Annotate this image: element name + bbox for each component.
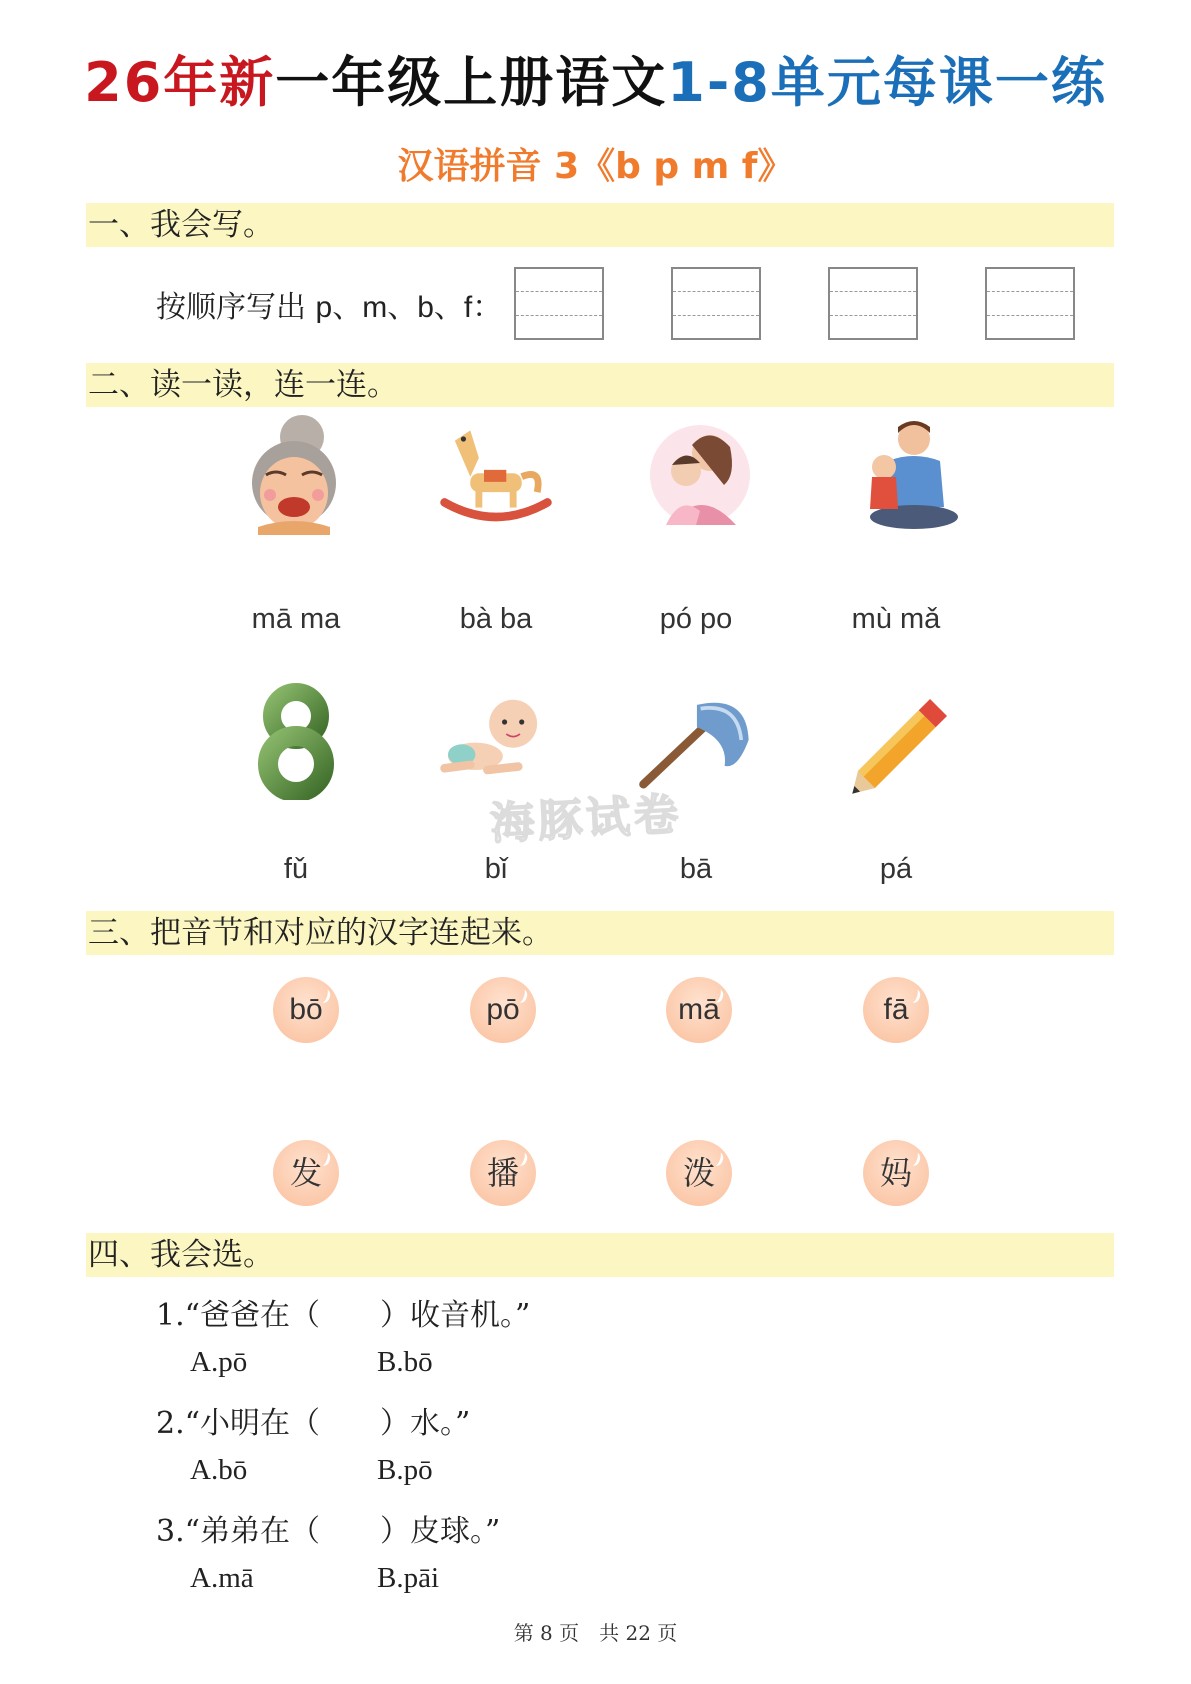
character-ma[interactable]: 妈 <box>863 1140 929 1206</box>
instruction-letters: p、m、b、f <box>315 291 473 324</box>
writing-box-1[interactable] <box>514 267 604 340</box>
character-po[interactable]: 泼 <box>666 1140 732 1206</box>
section-4-heading: 四、我会选。 <box>86 1233 1114 1277</box>
pinyin-mama: mā ma <box>251 603 341 635</box>
title-part-grade: 一年级上册语文 <box>275 51 668 114</box>
lesson-subtitle: 汉语拼音 3《b p m f》 <box>397 146 794 187</box>
question-2-option-b[interactable]: B.pō <box>377 1454 433 1486</box>
title-part-units: 1-8单元每课一练 <box>667 51 1107 114</box>
pinyin-bi: bǐ <box>484 853 508 885</box>
writing-box-3[interactable] <box>828 267 918 340</box>
mother-hugging-child-picture <box>640 415 760 535</box>
pencil-picture <box>846 680 966 800</box>
grandma-picture <box>236 415 356 535</box>
watermark-text: 海豚试卷 <box>489 789 684 850</box>
writing-box-2[interactable] <box>671 267 761 340</box>
syllable-fa[interactable]: fā <box>863 977 929 1043</box>
section-2-heading: 二、读一读，连一连。 <box>86 363 1114 407</box>
section-3-heading: 三、把音节和对应的汉字连起来。 <box>86 911 1114 955</box>
rocking-horse-picture <box>436 415 556 535</box>
pinyin-baba: bà ba <box>459 603 533 635</box>
father-with-child-picture <box>844 415 964 535</box>
page-footer: 第 8 页 共 22 页 <box>513 1621 678 1645</box>
question-1: 1.“爸爸在（ ）收音机。” <box>156 1298 531 1333</box>
section-1-heading: 一、我会写。 <box>86 203 1114 247</box>
pinyin-muma: mù mǎ <box>851 603 941 635</box>
write-instruction <box>156 282 502 326</box>
character-fa[interactable]: 发 <box>273 1140 339 1206</box>
syllable-bo[interactable]: bō <box>273 977 339 1043</box>
instruction-suffix: ： <box>472 290 503 325</box>
question-3: 3.“弟弟在（ ）皮球。” <box>156 1514 501 1549</box>
crawling-baby-picture <box>436 680 556 800</box>
number-eight-picture <box>236 680 356 800</box>
syllable-po[interactable]: pō <box>470 977 536 1043</box>
pinyin-pa: pá <box>879 853 913 885</box>
question-2: 2.“小明在（ ）水。” <box>156 1406 471 1441</box>
character-bo[interactable]: 播 <box>470 1140 536 1206</box>
writing-box-4[interactable] <box>985 267 1075 340</box>
pinyin-popo: pó po <box>659 603 733 635</box>
question-1-option-a[interactable]: A.pō <box>190 1346 248 1378</box>
title-part-year: 26年新 <box>84 51 276 114</box>
page-title <box>0 40 1191 117</box>
instruction-prefix: 按顺序写出 <box>156 290 316 325</box>
pinyin-ba: bā <box>679 853 713 885</box>
question-2-option-a[interactable]: A.bō <box>190 1454 248 1486</box>
question-1-option-b[interactable]: B.bō <box>377 1346 433 1378</box>
syllable-ma[interactable]: mā <box>666 977 732 1043</box>
question-3-option-a[interactable]: A.mā <box>190 1562 254 1594</box>
question-3-option-b[interactable]: B.pāi <box>377 1562 440 1594</box>
pinyin-fu: fǔ <box>283 853 309 885</box>
